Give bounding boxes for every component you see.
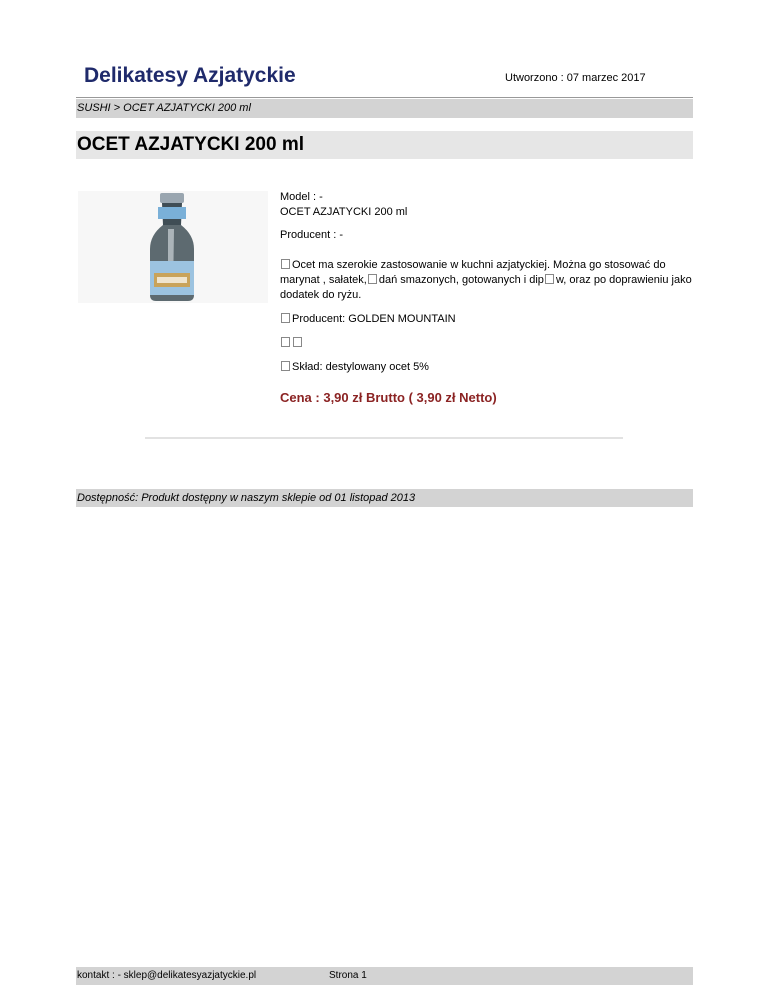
- product-image: [78, 191, 268, 303]
- availability-bar: [76, 489, 693, 507]
- product-description: Ocet ma szerokie zastosowanie w kuchni azjatyckiej. Można go stosować do marynat , sałatek, dań smazonych, gotowanych i dip w, oraz po doprawieniu jako dodatek do ryżu.: [280, 259, 692, 301]
- missing-glyph-icon: [281, 361, 290, 371]
- missing-glyph-icon: [293, 337, 302, 347]
- producer-line: Producent : -: [280, 229, 343, 241]
- model-name: OCET AZJATYCKI 200 ml: [280, 206, 408, 218]
- missing-glyph-icon: [368, 274, 377, 284]
- breadcrumb-text: SUSHI > OCET AZJATYCKI 200 ml: [77, 102, 251, 114]
- page-number: Strona 1: [329, 970, 367, 981]
- model-line: Model : -: [280, 191, 323, 203]
- product-info: [280, 190, 700, 375]
- product-title: OCET AZJATYCKI 200 ml: [77, 134, 304, 155]
- header-divider: [76, 97, 693, 98]
- shop-title: Delikatesy Azjatyckie: [84, 64, 296, 87]
- product-title-bar: [76, 131, 693, 159]
- empty-glyph-line: [280, 336, 700, 351]
- missing-glyph-icon: [545, 274, 554, 284]
- product-price: Cena : 3,90 zł Brutto ( 3,90 zł Netto): [280, 390, 497, 405]
- created-date: Utworzono : 07 marzec 2017: [505, 72, 646, 84]
- neck-label: [158, 207, 186, 219]
- bottle-cap: [160, 193, 184, 203]
- missing-glyph-icon: [281, 259, 290, 269]
- footer: [76, 967, 693, 985]
- breadcrumb: [76, 99, 693, 118]
- missing-glyph-icon: [281, 337, 290, 347]
- producer-detail: Producent: GOLDEN MOUNTAIN: [280, 312, 700, 327]
- content-divider: [145, 437, 623, 439]
- footer-contact: kontakt : - sklep@delikatesyazjatyckie.pl: [77, 970, 257, 981]
- availability-text: Dostępność: Produkt dostępny w naszym sklepie od 01 listopad 2013: [77, 492, 416, 504]
- ingredients: Skład: destylowany ocet 5%: [280, 360, 700, 375]
- missing-glyph-icon: [281, 313, 290, 323]
